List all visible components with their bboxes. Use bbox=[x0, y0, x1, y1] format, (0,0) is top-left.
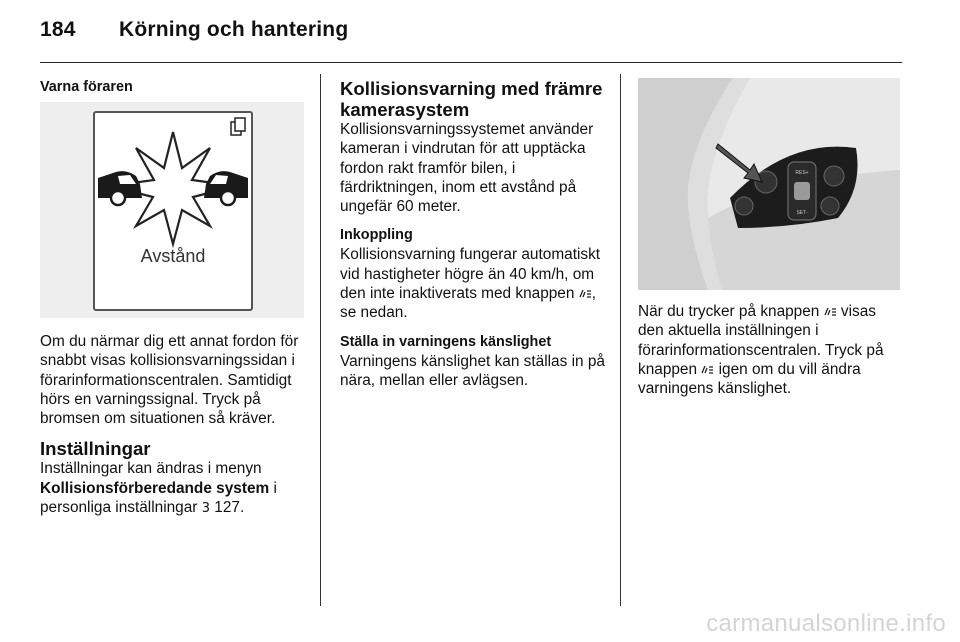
approach-paragraph: Om du närmar dig ett annat fordon för snabbt visas kollisionsvarningssidan i förarinformationscentralen. Samtidigt hörs en varningssignal. Tryck på bromsen om situationen så kräver. bbox=[40, 333, 299, 428]
steering-wheel-illustration bbox=[638, 78, 900, 290]
sensitivity-paragraph: Varningens känslighet kan ställas in på nära, mellan eller avlägsen. bbox=[340, 352, 605, 389]
page-ref-icon: 3 bbox=[201, 501, 210, 517]
control-panel bbox=[730, 147, 858, 228]
fcw-button-icon bbox=[824, 303, 837, 314]
watermark: carmanualsonline.info bbox=[706, 610, 946, 637]
column-divider-2 bbox=[620, 74, 621, 606]
settings-paragraph bbox=[40, 459, 308, 518]
fcw-button-icon bbox=[701, 361, 714, 372]
page-number: 184 bbox=[40, 18, 76, 41]
pointer-arrow-icon bbox=[716, 144, 762, 182]
settings-heading: Inställningar bbox=[40, 438, 151, 460]
settings-text-2: i personliga inställningar bbox=[40, 479, 277, 517]
column-divider-1 bbox=[320, 74, 321, 606]
page-title: Körning och hantering bbox=[119, 18, 349, 41]
column-2 bbox=[340, 78, 606, 390]
warn-driver-heading: Varna föraren bbox=[40, 79, 133, 95]
press-button-paragraph bbox=[638, 302, 904, 398]
press-text-2: visas den aktuella inställningen i förarinformationscentralen. Tryck på knappen bbox=[638, 303, 884, 378]
activation-text-2: , se nedan. bbox=[340, 285, 596, 322]
activation-paragraph bbox=[340, 245, 606, 322]
fcw-button-icon bbox=[579, 285, 592, 296]
press-text-1: När du trycker på knappen bbox=[638, 303, 824, 320]
res-label: RES+ bbox=[795, 170, 809, 176]
distance-label: Avstånd bbox=[140, 246, 206, 266]
settings-page-ref: 127. bbox=[209, 499, 245, 517]
fcw-heading: Kollisionsvarning med främre kamerasystem bbox=[340, 78, 603, 120]
steering-wheel-figure bbox=[638, 78, 900, 290]
activation-heading: Inkoppling bbox=[340, 227, 413, 244]
activation-text-1: Kollisionsvarning fungerar automatiskt vid hastigheter högre än 40 km/h, om den inte inaktiverats med knappen bbox=[340, 246, 601, 303]
warning-display-figure bbox=[40, 102, 304, 318]
settings-menu-name: Kollisionsförberedande system bbox=[40, 479, 270, 497]
press-text-3: igen om du vill ändra varningens känslighet. bbox=[638, 360, 861, 398]
settings-text-1: Inställningar kan ändras i menyn bbox=[40, 460, 262, 478]
set-label: SET- bbox=[796, 210, 808, 216]
fcw-paragraph: Kollisionsvarningssystemet använder kameran i vindrutan för att upptäcka fordon rakt framför bilen, i färdriktningen, inom ett avstånd på ungefär 60 meter. bbox=[340, 121, 594, 216]
collision-warning-illustration bbox=[40, 102, 304, 318]
column-1-body bbox=[40, 332, 308, 518]
header-rule bbox=[40, 62, 902, 63]
column-3-body bbox=[638, 302, 904, 398]
column-1 bbox=[40, 78, 306, 97]
sensitivity-heading: Ställa in varningens känslighet bbox=[340, 333, 552, 350]
